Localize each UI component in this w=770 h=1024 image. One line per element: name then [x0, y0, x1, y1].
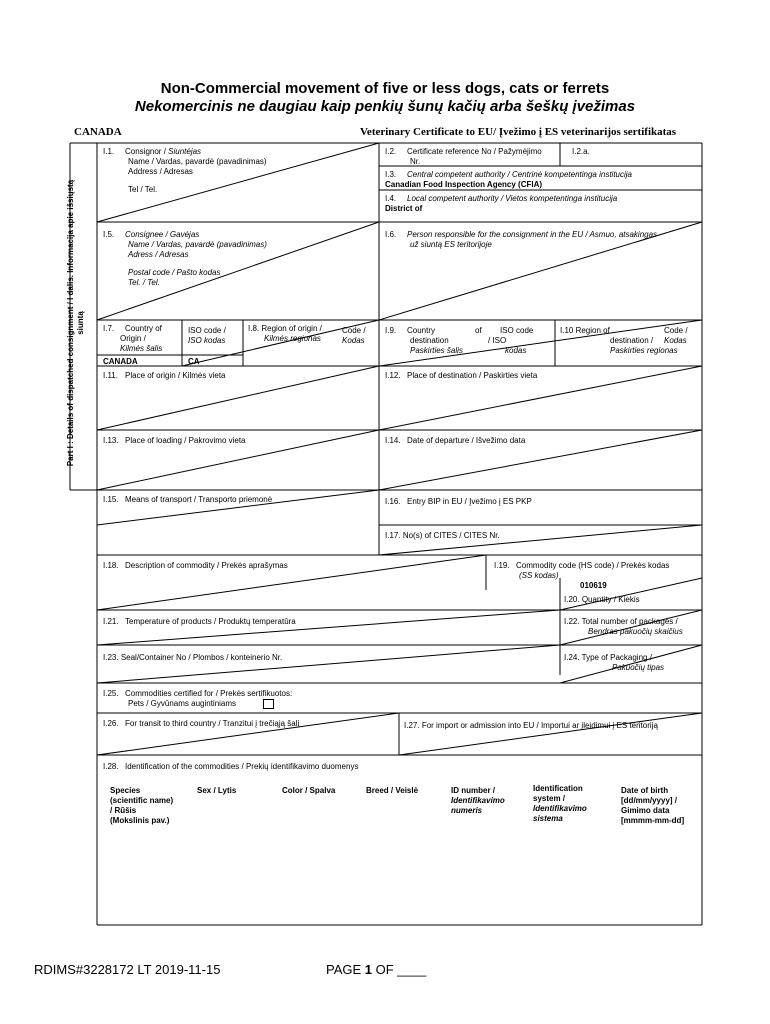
field-i1-consignor: I.1. Consignor / Siuntėjas Name / Vardas, pavardė (pavadinimas) Address / Adresas Tel / Tel. — [103, 147, 267, 194]
field-i8-region-of-origin: I.8. Region of origin / Kilmės regionas — [248, 324, 322, 343]
title-en: Non-Commercial movement of five or less dogs, cats or ferrets — [160, 80, 610, 97]
field-i8-code: Code / Kodas — [342, 326, 366, 345]
field-i10-region-of-destination: I.10 Region of destination / Paskirties regionas — [560, 326, 678, 355]
col-color: Color / Spalva — [282, 786, 336, 795]
field-i25-certified-for: I.25. Commodities certified for / Prekės sertifikuotos: Pets / Gyvūnams auginti​niams — [103, 689, 293, 708]
field-i7-country-of-origin: I.7. Country of Origin / Kilmės šalis — [103, 324, 163, 353]
field-i2-certificate-ref: I.2. Certificate reference No / Pažymėjimo Nr. — [385, 147, 542, 166]
origin-country-value: CANADA — [103, 357, 138, 366]
page-number: PAGE 1 OF ____ — [326, 962, 427, 977]
field-i16-entry-bip: I.16. Entry BIP in EU / Įvežimo į ES PKP — [385, 497, 532, 506]
field-i13-place-of-loading: I.13. Place of loading / Pakrovimo vieta — [103, 436, 246, 445]
title-lt: Nekomercinis ne daugiau kaip penkių šunų kačių arba šeškų įvežimas — [134, 98, 636, 115]
col-species: Species (scientific name) / Rūšis (Mokslinis pav.) — [110, 786, 174, 825]
field-i24-packaging-type: I.24. Type of Packaging / Pakuočių tipas — [564, 653, 665, 672]
field-i12-place-of-destination: I.12. Place of destination / Paskirties vieta — [385, 371, 538, 380]
col-breed: Breed / Veislė — [366, 786, 419, 795]
col-id-number: ID number / Identifikavimo numeris — [451, 786, 505, 815]
certificate-type: Veterinary Certificate to EU/ Įvežimo į ES veterinarijos sertifikatas — [360, 126, 677, 138]
field-i20-quantity: I.20. Quantity / Kiekis — [564, 595, 640, 604]
pets-checkbox[interactable] — [263, 699, 274, 709]
origin-iso-value: CA — [188, 357, 200, 366]
col-id-system: Identification system / Identifikavimo sistema — [533, 784, 587, 823]
field-i28-identification: I.28. Identification of the commodities / Prekių identifikavimo duomenys — [103, 762, 359, 771]
field-i10-code: Code / Kodas — [664, 326, 688, 345]
field-i4-local-authority: I.4. Local competent authority / Vietos kompetentinga institucija District of — [385, 194, 618, 213]
field-i26-transit: I.26. For transit to third country / Tranzitui į trečiąją šalį — [103, 719, 300, 728]
field-i21-temperature: I.21. Temperature of products / Produktų temperatūra — [103, 617, 296, 626]
field-i5-consignee: I.5. Consignee / Gavėjas Name / Vardas, pavardė (pavadinimas) Adress / Adresas Postal code / Pašto kodas Tel. / Tel. — [103, 230, 267, 287]
document-id: RDIMS#3228172 LT 2019-11-15 — [34, 962, 221, 977]
field-i19-commodity-code: I.19. Commodity code (HS code) / Prekės kodas (SS kodas) — [494, 561, 670, 580]
field-i2a: I.2.a. — [572, 147, 590, 156]
field-i23-seal-container: I.23. Seal/Container No / Plombos / konteinerio Nr. — [103, 653, 283, 662]
field-i6-person-responsible: I.6. Person responsible for the consignment in the EU / Asmuo, atsakingas už siuntą ES teritorijoje — [385, 230, 658, 249]
country-header: CANADA — [74, 126, 122, 138]
field-i17-cites: I.17. No(s) of CITES / CITES Nr. — [385, 531, 500, 540]
field-i3-central-authority: I.3. Central competent authority / Centrinė kompetentinga institucija Canadian Food Inspection Agency (CFIA) — [385, 170, 633, 189]
field-i22-total-packages: I.22. Total number of packages / Bendras pakuočių skaičius — [564, 617, 683, 636]
field-i7-iso-code: ISO code / ISO kodas — [188, 326, 226, 345]
col-sex: Sex / Lytis — [197, 786, 237, 795]
field-i9-iso-code: ISO code / ISO kodas — [488, 326, 534, 355]
field-i14-date-of-departure: I.14. Date of departure / Išvežimo data — [385, 436, 526, 445]
field-i15-means-of-transport: I.15. Means of transport / Transporto priemonė — [103, 495, 273, 504]
field-i27-import: I.27. For import or admission into EU / Importui ar įleidimui į ES teritoriją — [404, 721, 658, 730]
field-i11-place-of-origin: I.11. Place of origin / Kilmės vieta — [103, 371, 226, 380]
field-i9-country-of-destination: I.9. Country of destination Paskirties šalis — [385, 326, 482, 355]
field-i18-description: I.18. Description of commodity / Prekės aprašymas — [103, 561, 288, 570]
part-one-side-label: Part I : Details of dispatched consignment / I dalis. Informacija apie išsiųstą siuntą — [66, 179, 85, 467]
commodity-code-value: 010619 — [580, 581, 607, 590]
col-date-of-birth: Date of birth [dd/mm/yyyy] / Gimimo data [mmmm-mm-dd] — [621, 786, 685, 825]
